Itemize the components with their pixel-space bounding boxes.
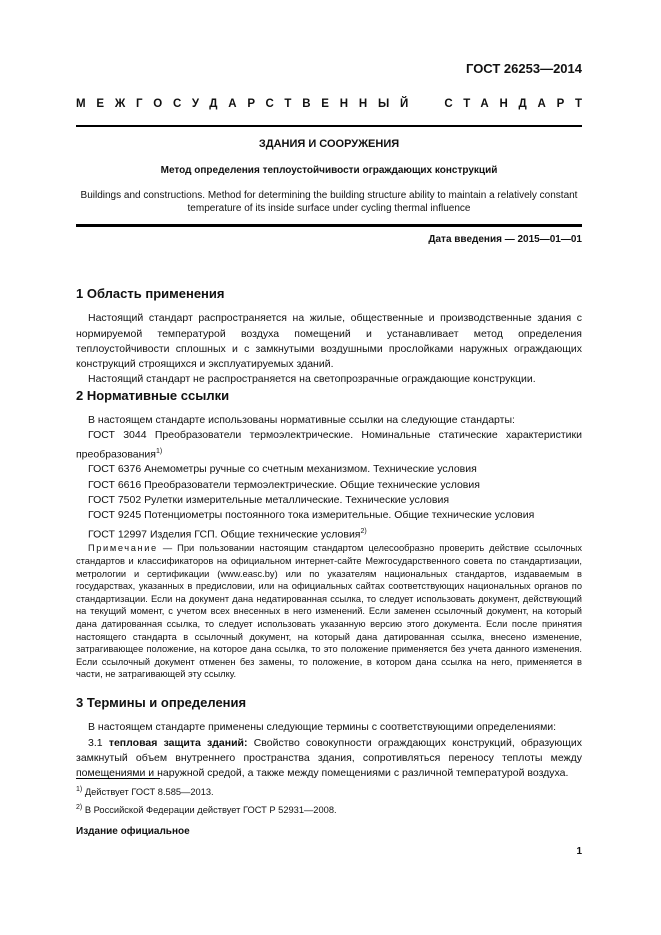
term-name: тепловая защита зданий: [108, 736, 248, 749]
footnote-divider [76, 778, 160, 779]
term-3-1: 3.1 тепловая защита зданий: Свойство совокупности ограждающих конструкций, образующих замкнутый объем внутреннего пространства здания, сопротивляться переносу теплоты между помещениями и наружной средой, а также между помещениями с различной температурой воздуха. [76, 736, 582, 780]
document-title-english [76, 189, 582, 215]
note-label: Примечание [88, 543, 158, 554]
section-1-paragraph-1: Настоящий стандарт распространяется на жилые, общественные и производственные здания с нормируемой температурой воздуха помещений и устанавливает метод определения теплоустойчивости сплошных и с замкнутыми воздушными прослойками наружных ограждающих конструкций строящихся и эксплуатируемых зданий. [76, 312, 582, 371]
footnotes [76, 782, 337, 818]
bottom-divider [76, 224, 582, 227]
document-number: ГОСТ 26253—2014 [466, 61, 582, 76]
edition-label: Издание официальное [76, 826, 190, 837]
title-en-line2: temperature of its inside surface under cycling thermal influence [187, 203, 471, 214]
section-2-intro: В настоящем стандарте использованы нормативные ссылки на следующие стандарты: [88, 414, 515, 427]
document-body [76, 286, 582, 781]
footnote-1: $^{1)}$ Действует ГОСТ 8.585—2013. [76, 786, 214, 798]
reference-gost-12997: ГОСТ 12997 Изделия ГСП. Общие технические условия$^{2)}$ [88, 527, 367, 541]
reference-gost-9245: ГОСТ 9245 Потенциометры постоянного тока измерительные. Общие технические условия [88, 509, 535, 522]
section-3-heading: 3 Термины и определения [76, 694, 247, 710]
reference-gost-6616: ГОСТ 6616 Преобразователи термоэлектрические. Общие технические условия [88, 478, 480, 491]
section-3-intro: В настоящем стандарте применены следующие термины с соответствующими определениями: [88, 721, 557, 734]
note-text: — При пользовании настоящим стандартом целесообразно проверить действие ссылочных стандартов и классификаторов на официальном интернет-сайте Межгосударственного совета по стандартизации, метрологии и сертификации (www.easc.by) или по указателям национальных стандартов, издаваемым в государствах, указанных в предисловии, или на официальных сайтах соответствующих национальных органов по стандартизации. Если на документ дана недатированная ссылка, то следует использовать документ, действующий на текущий момент, с учетом всех внесенных в него изменений. Если заменен ссылочный документ, на который дана датированная ссылка, то следует использовать указанную версию этого документа. Если после принятия настоящего стандарта в ссылочный документ, на который дана датированная ссылка, внесено изменение, затрагивающее положение, на которое дана ссылка, то это положение применяется без учета данного изменения. Если ссылочный документ отменен без замены, то положение, в котором дана ссылка на него, применяется в части, не затрагивающей эту ссылку. [76, 543, 582, 680]
document-subtitle: Метод определения теплоустойчивости ограждающих конструкций [160, 165, 498, 176]
section-1-paragraph-2: Настоящий стандарт не распространяется на светопрозрачные ограждающие конструкции. [88, 373, 536, 386]
top-divider [76, 125, 582, 127]
page-number: 1 [576, 846, 582, 857]
standard-kind-word2: СТАНДАРТ [444, 98, 593, 110]
effective-date: Дата введения — 2015—01—01 [428, 234, 582, 245]
section-1-heading: 1 Область применения [76, 286, 225, 301]
standard-kind-word1: МЕЖГОСУДАРСТВЕННЫЙ [76, 98, 420, 110]
title-en-line1: Buildings and constructions. Method for determining the building structure ability to maintain a relatively constant [80, 190, 578, 201]
reference-gost-3044: ГОСТ 3044 Преобразователи термоэлектрические. Номинальные статические характеристики преобразования$^{1)}$ [76, 429, 582, 461]
document-title: ЗДАНИЯ И СООРУЖЕНИЯ [258, 138, 400, 150]
footnote-2: $^{2)}$ В Российской Федерации действует ГОСТ Р 52931—2008. [76, 804, 337, 816]
reference-gost-7502: ГОСТ 7502 Рулетки измерительные металлические. Технические условия [88, 494, 450, 507]
note-paragraph [76, 542, 582, 681]
section-2-heading: 2 Нормативные ссылки [76, 387, 230, 403]
standard-kind [76, 98, 593, 110]
reference-gost-6376: ГОСТ 6376 Анемометры ручные со счетным механизмом. Технические условия [88, 463, 477, 476]
